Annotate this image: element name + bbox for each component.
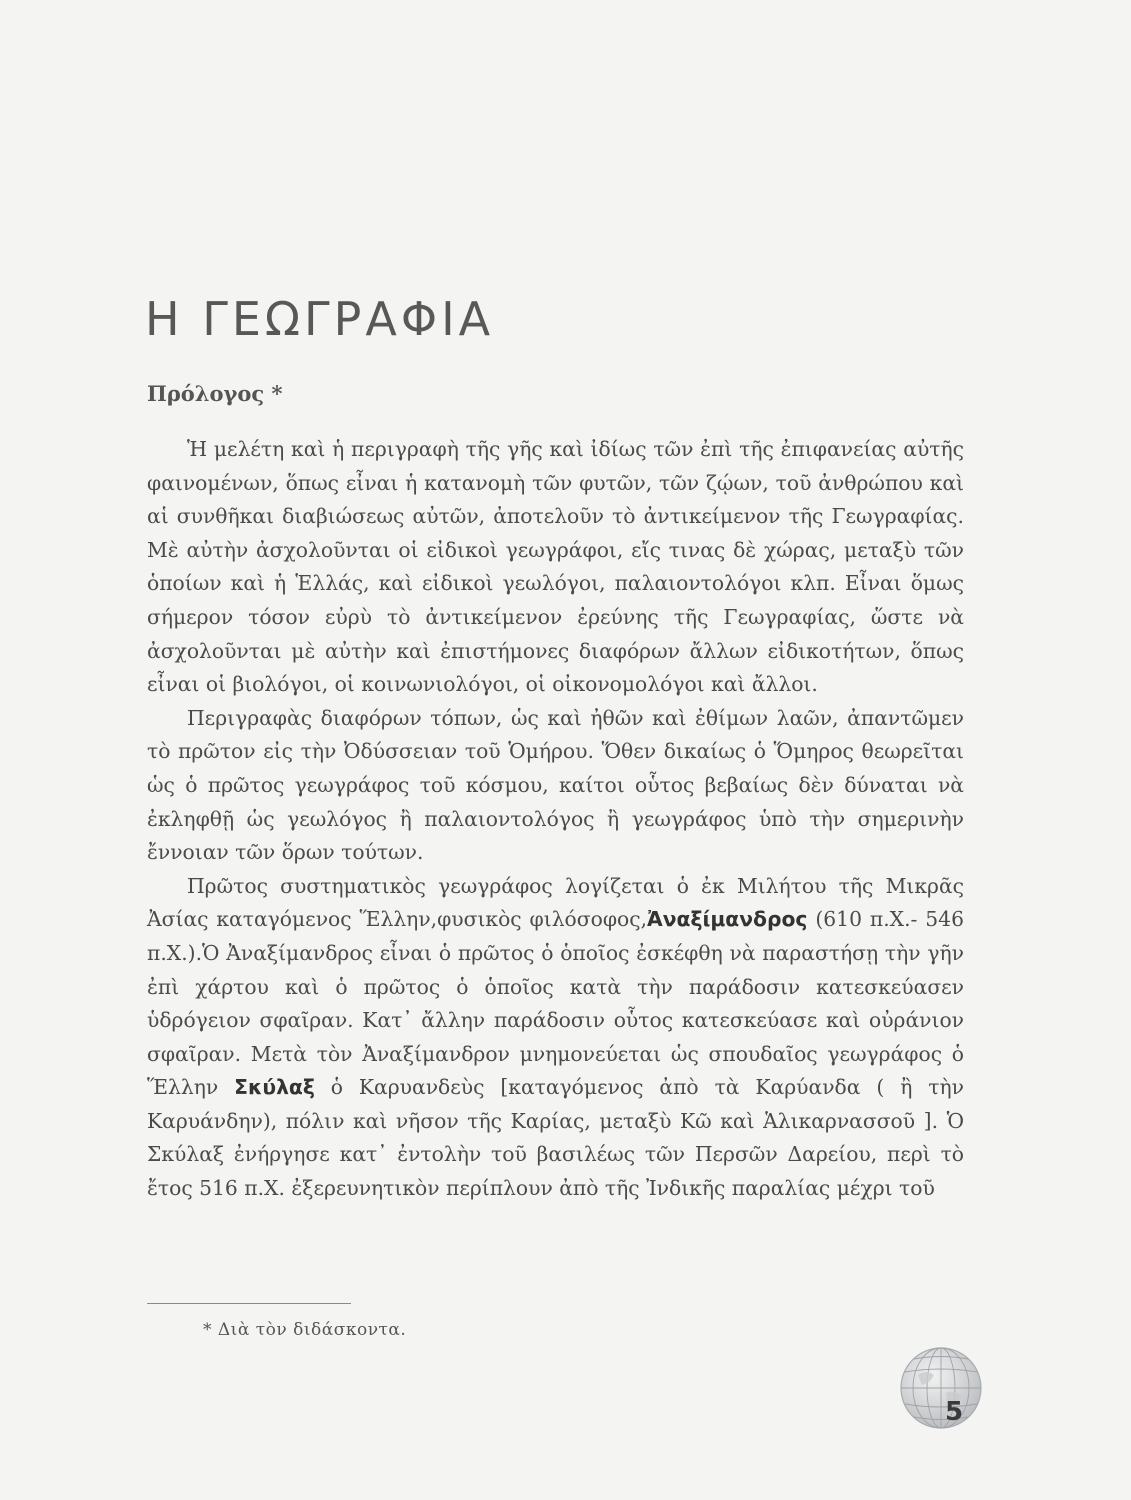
paragraph-3-part-1: Πρῶτος συστηματικὸς γεωγράφος λογίζεται ὁ ἐκ Μιλήτου τῆς Μικρᾶς Ἀσίας καταγόμενος Ἕλλην,φυσικὸς φιλόσοφος,: [147, 873, 964, 932]
page-title: Η ΓΕΩΓΡΑΦΙΑ: [145, 292, 495, 346]
body-text: [147, 433, 964, 1206]
name-skylax: Σκύλαξ: [234, 1075, 315, 1100]
section-heading: [147, 381, 283, 406]
paragraph-3-part-3: ὁ Καρυανδεὺς [καταγόμενος ἀπὸ τὰ Καρύανδα ( ἢ τὴν Καρυάνδην), πόλιν καὶ νῆσον τῆς Καρίας, μεταξὺ Κῶ καὶ Ἁλικαρνασσοῦ ]. Ὁ Σκύλαξ ἐνήργησε κατ᾽ ἐντολὴν τοῦ βασιλέως τῶν Περσῶν Δαρείου, περὶ τὸ ἔτος 516 π.Χ. ἐξερευνητικὸν περίπλουν ἀπὸ τῆς Ἰνδικῆς παραλίας μέχρι τοῦ: [147, 1075, 964, 1201]
paragraph-2: Περιγραφὰς διαφόρων τόπων, ὡς καὶ ἠθῶν καὶ ἐθίμων λαῶν, ἀπαντῶμεν τὸ πρῶτον εἰς τὴν Ὀδύσσειαν τοῦ Ὁμήρου. Ὅθεν δικαίως ὁ Ὅμηρος θεωρεῖται ὡς ὁ πρῶτος γεωγράφος τοῦ κόσμου, καίτοι οὗτος βεβαίως δὲν δύναται νὰ ἐκληφθῇ ὡς γεωλόγος ἢ παλαιοντολόγος ἢ γεωγράφος ὑπὸ τὴν σημερινὴν ἔννοιαν τῶν ὅρων τούτων.: [147, 705, 964, 865]
footnote-marker: *: [271, 381, 283, 406]
name-anaximandros: Ἀναξίμανδρος: [647, 907, 808, 932]
footnote: * Διὰ τὸν διδάσκοντα.: [203, 1320, 407, 1340]
paragraph-3-part-2: (610 π.Χ.- 546 π.Χ.).Ὁ Ἀναξίμανδρος εἶναι ὁ πρῶτος ὁ ὁποῖος ἐσκέφθη νὰ παραστήσῃ τὴν γῆν ἐπὶ χάρτου καὶ ὁ πρῶτος ὁ ὁποῖος κατὰ τὴν παράδοσιν κατεσκεύασεν ὑδρόγειον σφαῖραν. Κατ᾽ ἄλλην παράδοσιν οὗτος κατεσκεύασε καὶ οὐράνιον σφαῖραν. Μετὰ τὸν Ἀναξίμανδρον μνημονεύεται ὡς σπουδαῖος γεωγράφος ὁ Ἕλλην: [147, 907, 964, 1100]
section-heading-text: Πρόλογος: [147, 381, 265, 406]
paragraph-1: Ἡ μελέτη καὶ ἡ περιγραφὴ τῆς γῆς καὶ ἰδίως τῶν ἐπὶ τῆς ἐπιφανείας αὐτῆς φαινομένων, ὅπως εἶναι ἡ κατανομὴ τῶν φυτῶν, τῶν ζῴων, τοῦ ἀνθρώπου καὶ αἱ συνθῆκαι διαβιώσεως αὐτῶν, ἀποτελοῦν τὸ ἀντικείμενον τῆς Γεωγραφίας. Μὲ αὐτὴν ἀσχολοῦνται οἱ εἰδικοὶ γεωγράφοι, εἴς τινας δὲ χώρας, μεταξὺ τῶν ὁποίων καὶ ἡ Ἑλλάς, καὶ εἰδικοὶ γεωλόγοι, παλαιοντολόγοι κλπ. Εἶναι ὅμως σήμερον τόσον εὐρὺ τὸ ἀντικείμενον ἐρεύνης τῆς Γεωγραφίας, ὥστε νὰ ἀσχολοῦνται μὲ αὐτὴν καὶ ἐπιστήμονες διαφόρων ἄλλων εἰδικοτήτων, ὅπως εἶναι οἱ βιολόγοι, οἱ κοινωνιολόγοι, οἱ οἰκονομολόγοι καὶ ἄλλοι.: [147, 437, 964, 697]
page-number: 5: [945, 1397, 964, 1427]
paragraph-3: [147, 870, 964, 1206]
globe-icon: [898, 1345, 984, 1431]
footnote-divider: [147, 1303, 351, 1304]
